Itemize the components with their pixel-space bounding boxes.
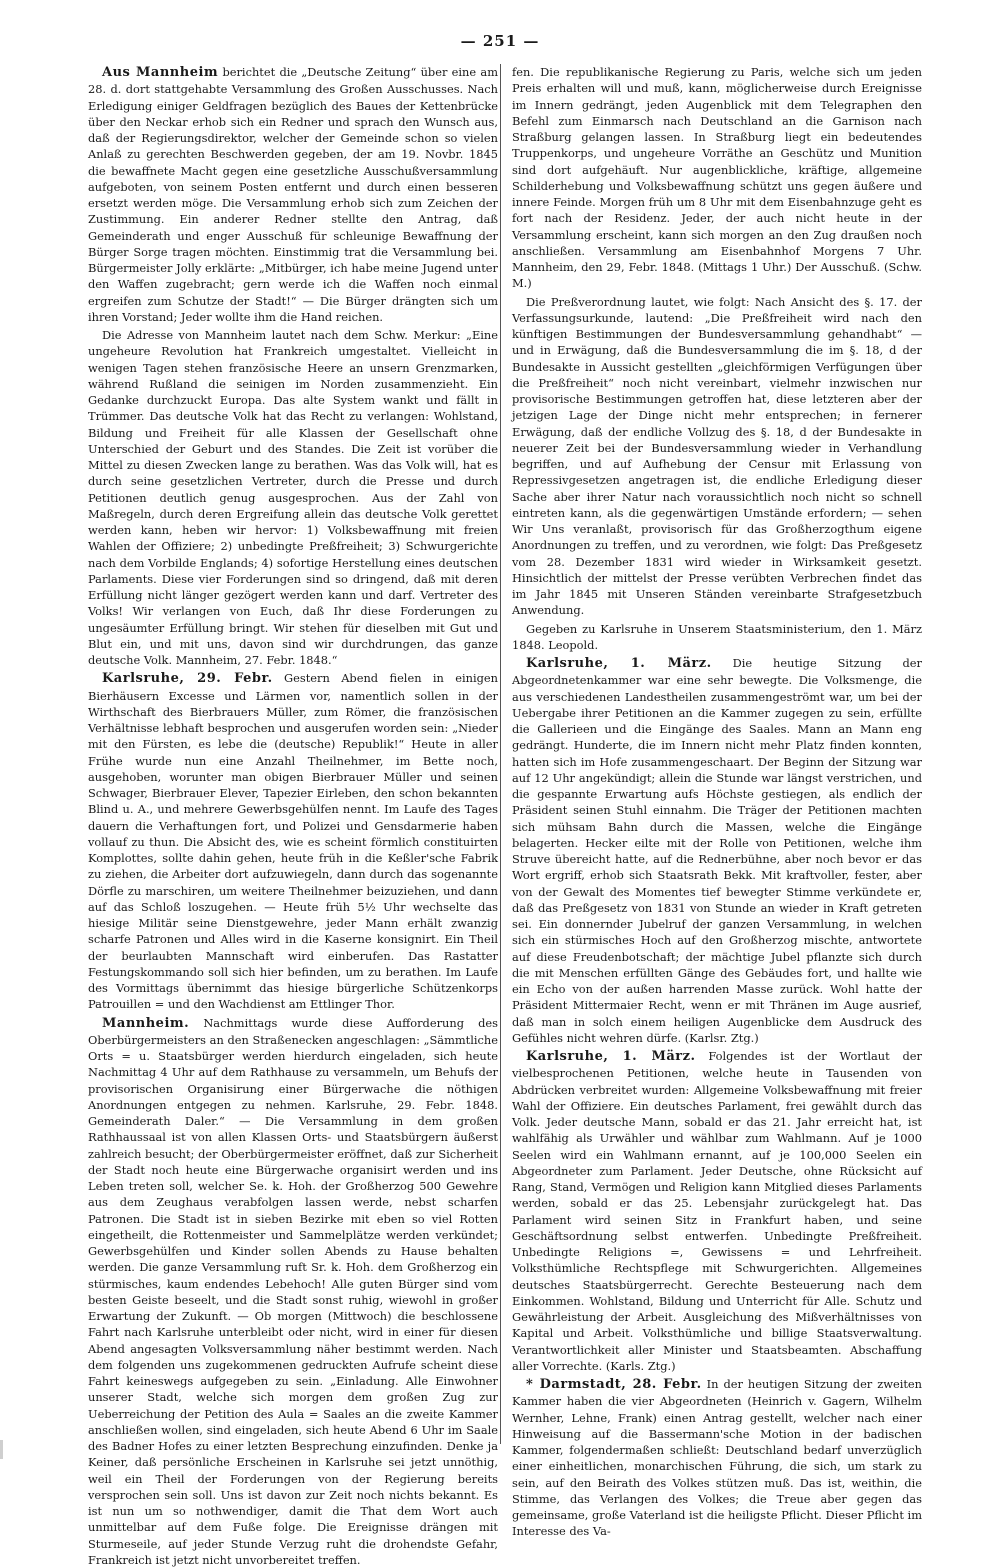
article-karlsruhe-29-febr [88,670,498,1012]
right-column [512,64,922,1444]
article-pressverordnung [512,294,922,619]
article-text: Die Adresse von Mannheim lautet nach dem Schw. Merkur: „Eine ungeheure Revolution hat Frankreich umgestaltet. Vielleicht in wenigen Tagen stehen französische Heere an unsern Grenzmarken, während Rußland die seinigen im Norden zusammenzieht. Ein Gedanke durchzuckt Europa. Das alte System wankt und fällt in Trümmer. Das deutsche Volk hat das Recht zu verlangen: Wohlstand, Bildung und Freiheit für alle Klassen der Gesellschaft ohne Unterschied der Geburt und des Standes. Die Zeit ist vorüber die Mittel zu diesen Zwecken lange zu berathen. Was das Volk will, hat es durch seine gesetzlichen Vertreter, durch die Presse und durch Petitionen deutlich genug ausgesprochen. Aus der Zahl von Maßregeln, durch deren Ergreifung allein das deutsche Volk gerettet werden kann, heben wir hervor: 1) Volksbewaffnung mit freien Wahlen der Offiziere; 2) unbedingte Preßfreiheit; 3) Schwurgerichte nach dem Vorbilde Englands; 4) sofortige Herstellung eines deutschen Parlaments. Diese vier Forderungen sind so dringend, daß mit deren Erfüllung nicht länger gezögert werden kann und darf. Vertreter des Volks! Wir verlangen von Euch, daß Ihr diese Forderungen zu ungesäumter Erfüllung bringt. Wir stehen für dieselben mit Gut und Blut ein, und mit uns, davon sind wir durchdrungen, das ganze deutsche Volk. Mannheim, 27. Febr. 1848.“ [88,328,498,667]
article-text: Gestern Abend fielen in einigen Bierhäusern Excesse und Lärmen vor, namentlich sollen in der Wirthschaft des Bierbrauers Müller, zum Römer, die französischen Verhältnisse lebhaft besprochen und ausgerufen worden sein: „Nieder mit den Fürsten, es lebe die (deutsche) Republik!“ Heute in aller Frühe wurde nun eine Anzahl Theilnehmer, im Bette noch, ausgehoben, worunter man obigen Bierbrauer Müller und seinen Schwager, Bierbrauer Elever, Tapezier Eirleben, den schon bekannten Blind u. A., und mehrere Gewerbsgehülfen nennt. Im Laufe des Tages dauern die Verhaftungen fort, und Polizei und Gensdarmerie haben vollauf zu thun. Die Absicht des, wie es scheint förmlich constituirten Komplottes, sollte dahin gehen, heute früh in die Keßler'sche Fabrik zu ziehen, die Arbeiter dort aufzuwiegeln, dann durch das sogenannte Dörfle zu marschiren, um weitere Theilnehmer beizuziehen, und dann auf das Schloß loszugehen. — Heute früh 5½ Uhr wechselte das hiesige Militär seine Dienstgewehre, jeder Mann erhält zwanzig scharfe Patronen und Alles wird in die Kaserne konsignirt. Ein Theil der beurlaubten Mannschaft wird einberufen. Das Rastatter Festungskommando soll sich hier befinden, um zu berathen. Im Laufe des Vormittags übernimmt das hiesige bürgerliche Schützenkorps Patrouillen = und den Wachdienst am Ettlinger Thor. [88,671,498,1011]
article-text: In der heutigen Sitzung der zweiten Kammer haben die vier Abgeordneten (Heinrich v. Gagern, Wilhelm Wernher, Lehne, Frank) einen Antrag gestellt, welcher nach einer Hinweisung auf die Bassermann'sche Motion in der badischen Kammer, folgendermaßen schließt: Deutschland bedarf unverzüglich einer einheitlichen, monarchischen Führung, die sich, um stark zu sein, auf den Beirath des Volkes stützen muß. Das ist, weithin, die Stimme, das Verlangen des Volkes; die Treue aber gegen das gemeinsame, große Vaterland ist die heiligste Pflicht. Dieser Pflicht im Interesse des Va- [512,1377,922,1538]
article-text: Die heutige Sitzung der Abgeordnetenkammer war eine sehr bewegte. Die Volksmenge, die aus verschiedenen Landestheilen zusammengeströmt war, um bei der Uebergabe ihrer Petitionen an die Kammer zugegen zu sein, erfüllte die Gallerieen und die Eingänge des Saales. Mann an Mann eng gedrängt. Hunderte, die im Innern nicht mehr Platz finden konnten, hatten sich im Hofe zusammengeschaart. Der Beginn der Sitzung war auf 12 Uhr angekündigt; allein die Stunde war längst verstrichen, und die gespannte Erwartung aufs Höchste gestiegen, als endlich der Präsident seinen Stuhl einnahm. Die Träger der Petitionen machten sich mühsam Bahn durch die Massen, welche die Eingänge belagerten. Hecker eilte mit der Rolle von Petitionen, welche ihm Struve übereicht hatte, auf die Rednerbühne, aber noch bevor er das Wort ergriff, erhob sich Staatsrath Bekk. Mit kraftvoller, fester, aber von der Gewalt des Momentes tief bewegter Stimme verkündete er, daß das Preßgesetz von 1831 von Stunde an wieder in Kraft getreten sei. Ein donnernder Jubelruf der ganzen Versammlung, in welchen sich ein stürmisches Hoch auf den Großherzog mischte, antwortete auf diese Freudenbotschaft; der mächtige Jubel pflanzte sich durch die mit Menschen erfüllten Gänge des Gebäudes fort, und hallte wie ein Echo von der außen harrenden Masse zurück. Wohl hatte der Präsident Mittermaier Recht, wenn er mit Thränen im Auge ausrief, daß man in solch einem heiligen Augenblicke dem Ausdruck des Gefühles nicht wehren dürfe. (Karlsr. Ztg.) [512,656,922,1045]
dateline: Karlsruhe, 29. Febr. [102,671,273,686]
dateline: * Darmstadt, 28. Febr. [526,1377,702,1392]
article-text: Nachmittags wurde diese Aufforderung des Oberbürgermeisters an den Straßenecken angeschlagen: „Sämmtliche Orts = u. Staatsbürger werden hierdurch eingeladen, sich heute Nachmittag 4 Uhr auf dem Rathhause zu versammeln, um Behufs der provisorischen Organisirung einer Bürgerwache die nöthigen Anordnungen entgegen zu nehmen. Karlsruhe, 29. Febr. 1848. Gemeinderath Daler.“ — Die Versammlung in dem großen Rathhaussaal ist von allen Klassen Orts- und Staatsbürgern äußerst zahlreich besucht; der Oberbürgermeister eröffnet, daß zur Sicherheit der Stadt noch heute eine Bürgerwache organisirt werden und ins Leben treten soll, welcher Se. k. Hoh. der Großherzog 500 Gewehre aus dem Zeughaus verabfolgen lassen werde, nebst scharfen Patronen. Die Stadt ist in sieben Bezirke mit eben so viel Rotten eingetheilt, die Rottenmeister und Sammelplätze werden verkündet; Gewerbsgehülfen und Kinder sollen Abends zu Hause behalten werden. Die ganze Versammlung ruft Sr. k. Hoh. dem Großherzog ein stürmisches, kaum endendes Lebehoch! Alle guten Bürger sind vom besten Geiste beseelt, und die Stadt sonst ruhig, wiewohl in großer Erwartung der Zukunft. — Ob morgen (Mittwoch) die beschlossene Fahrt nach Karlsruhe unterbleibt oder nicht, wird in einer für diesen Abend angesagten Volksversammlung näher bestimmt werden. Nach dem folgenden uns zugekommenen gedruckten Aufrufe scheint diese Fahrt keineswegs aufgegeben zu sein. „Einladung. Alle Einwohner unserer Stadt, welche sich morgen dem großen Zug zur Ueberreichung der Petition des Aula = Saales an die zweite Kammer anschließen wollen, sind eingeladen, sich heute Abend 6 Uhr im Saale des Badner Hofes zu einer letzten Besprechung einzufinden. Denke ja Keiner, daß persönliche Erscheinen in Karlsruhe sei jetzt unnöthig, weil ein Theil der Forderungen von der Regierung bereits versprochen sein soll. Uns ist davon zur Zeit noch nichts bekannt. Es ist nun um so nothwendiger, damit die That dem Wort auch unmittelbar auf dem Fuße folge. Die Ereignisse drängen mit Sturmeseile, auf jeder Stunde Verzug ruht die drohendste Gefahr, Frankreich ist jetzt nicht unvorbereitet treffen. [88,1016,498,1567]
page-number: — 251 — [0,32,1000,50]
article-continuation [512,64,922,292]
dateline: Mannheim. [102,1016,189,1031]
article-text: Gegeben zu Karlsruhe in Unserem Staatsministerium, den 1. März 1848. Leopold. [512,622,922,652]
article-adresse-mannheim [88,327,498,668]
article-mannheim-ausschuss [88,64,498,325]
article-karlsruhe-petitionen [512,1048,922,1374]
article-gegeben [512,621,922,654]
dateline: Aus Mannheim [102,65,218,80]
article-text: fen. Die republikanische Regierung zu Paris, welche sich um jeden Preis erhalten will und muß, kann, möglicherweise durch Ereignisse im Innern gedrängt, jeden Augenblick mit dem Telegraphen den Befehl zum Einmarsch nach Deutschland an die Garnison nach Straßburg gelangen lassen. In Straßburg liegt ein bedeutendes Truppenkorps, und ungeheure Vorräthe an Geschütz und Munition sind dort aufgehäuft. Nur augenblickliche, kräftige, allgemeine Schilderhebung und Volksbewaffnung schützt uns gegen äußere und innere Feinde. Morgen früh um 8 Uhr mit dem Eisenbahnzuge geht es fort nach der Residenz. Jeder, der auch nicht heute in der Versammlung erscheint, kann sich morgen an den Zug draußen noch anschließen. Versammlung am Eisenbahnhof Morgens 7 Uhr. Mannheim, den 29, Febr. 1848. (Mittags 1 Uhr.) Der Ausschuß. (Schw. M.) [512,65,922,290]
article-mannheim-buergerwache [88,1015,498,1568]
scan-edge-mark [0,1440,3,1459]
article-text: Folgendes ist der Wortlaut der vielbesprochenen Petitionen, welche heute in Tausenden von Abdrücken verbreitet wurden: Allgemeine Volksbewaffnung mit freier Wahl der Offiziere. Ein deutsches Parlament, frei gewählt durch das Volk. Jeder deutsche Mann, sobald er das 21. Jahr erreicht hat, ist wahlfähig als Urwähler und wählbar zum Wahlmann. Auf je 1000 Seelen wird ein Wahlmann ernannt, auf je 100,000 Seelen ein Abgeordneter zum Parlament. Jeder Deutsche, ohne Rücksicht auf Rang, Stand, Vermögen und Religion kann Mitglied dieses Parlaments werden, sobald er das 25. Lebensjahr zurückgelegt hat. Das Parlament wird seinen Sitz in Frankfurt haben, und seine Geschäftsordnung selbst entwerfen. Unbedingte Preßfreiheit. Unbedingte Religions =, Gewissens = und Lehrfreiheit. Volksthümliche Rechtspflege mit Schwurgerichten. Allgemeines deutsches Staatsbürgerrecht. Gerechte Besteuerung nach dem Einkommen. Wohlstand, Bildung und Unterricht für Alle. Schutz und Gewährleistung der Arbeit. Ausgleichung des Mißverhältnisses von Kapital und Arbeit. Volksthümliche und billige Staatsverwaltung. Verantwortlichkeit aller Minister und Staatsbeamten. Abschaffung aller Vorrechte. (Karls. Ztg.) [512,1049,922,1373]
article-text: berichtet die „Deutsche Zeitung“ über eine am 28. d. dort stattgehabte Versammlung des Großen Ausschusses. Nach Erledigung einiger Geldfragen bezüglich des Baues der Kettenbrücke über den Neckar erhob sich ein Redner und sprach den Wunsch aus, daß der Regierungsdirektor, welcher der Gemeinde schon so vielen Anlaß zu gerechten Beschwerden gegeben, der am 19. Novbr. 1845 die bewaffnete Macht gegen eine gesetzliche Ausschußversammlung aufgeboten, von seinem Posten entfernt und durch einen besseren ersetzt werden möge. Die Versammlung erhob sich zum Zeichen der Zustimmung. Ein anderer Redner stellte den Antrag, daß Gemeinderath und enger Ausschuß für schleunige Bewaffnung der Bürger Sorge tragen möchten. Einstimmig trat die Versammlung bei. Bürgermeister Jolly erklärte: „Mitbürger, ich habe meine Jugend unter den Waffen zugebracht; gern werde ich die Waffen noch einmal ergreifen zum Schutze der Stadt!“ — Die Bürger drängten sich um ihren Vorstand; Jeder wollte ihm die Hand reichen. [88,65,498,324]
article-karlsruhe-sitzung [512,655,922,1046]
article-text: Die Preßverordnung lautet, wie folgt: Nach Ansicht des §. 17. der Verfassungsurkunde, lautend: „Die Preßfreiheit wird nach den künftigen Bestimmungen der Bundesversammlung gehandhabt“ — und in Erwägung, daß die Bundesversammlung die im §. 18, d der Bundesakte in Aussicht gestellten „gleichförmigen Verfügungen über die Preßfreiheit“ noch nicht vereinbart, vielmehr inzwischen nur provisorische Bestimmungen getroffen hat, diese letzteren aber der jetzigen Lage der Dinge nicht mehr entsprechen; in fernerer Erwägung, daß der endliche Vollzug des §. 18, d der Bundesakte in neuerer Zeit bei der Bundesversammlung wieder in Verhandlung begriffen, und auf Aufhebung der Censur mit Erlassung von Repressivgesetzen angetragen ist, die endliche Erledigung dieser Sache aber ihrer Natur nach voraussichtlich noch nicht so schnell eintreten kann, als die gegenwärtigen Umstände erfordern; — sehen Wir Uns veranlaßt, provisorisch für das Großherzogthum eigene Anordnungen zu treffen, und zu verordnen, wie folgt: Das Preßgesetz vom 28. Dezember 1831 wird wieder in Wirksamkeit gesetzt. Hinsichtlich der mittelst der Presse verübten Verbrechen findet das im Jahr 1845 mit Unseren Ständen vereinbarte Strafgesetzbuch Anwendung. [512,295,922,618]
left-column [88,64,498,1444]
dateline: Karlsruhe, 1. März. [526,1049,696,1064]
dateline: Karlsruhe, 1. März. [526,656,712,671]
column-divider [500,64,501,1444]
article-darmstadt [512,1376,922,1540]
